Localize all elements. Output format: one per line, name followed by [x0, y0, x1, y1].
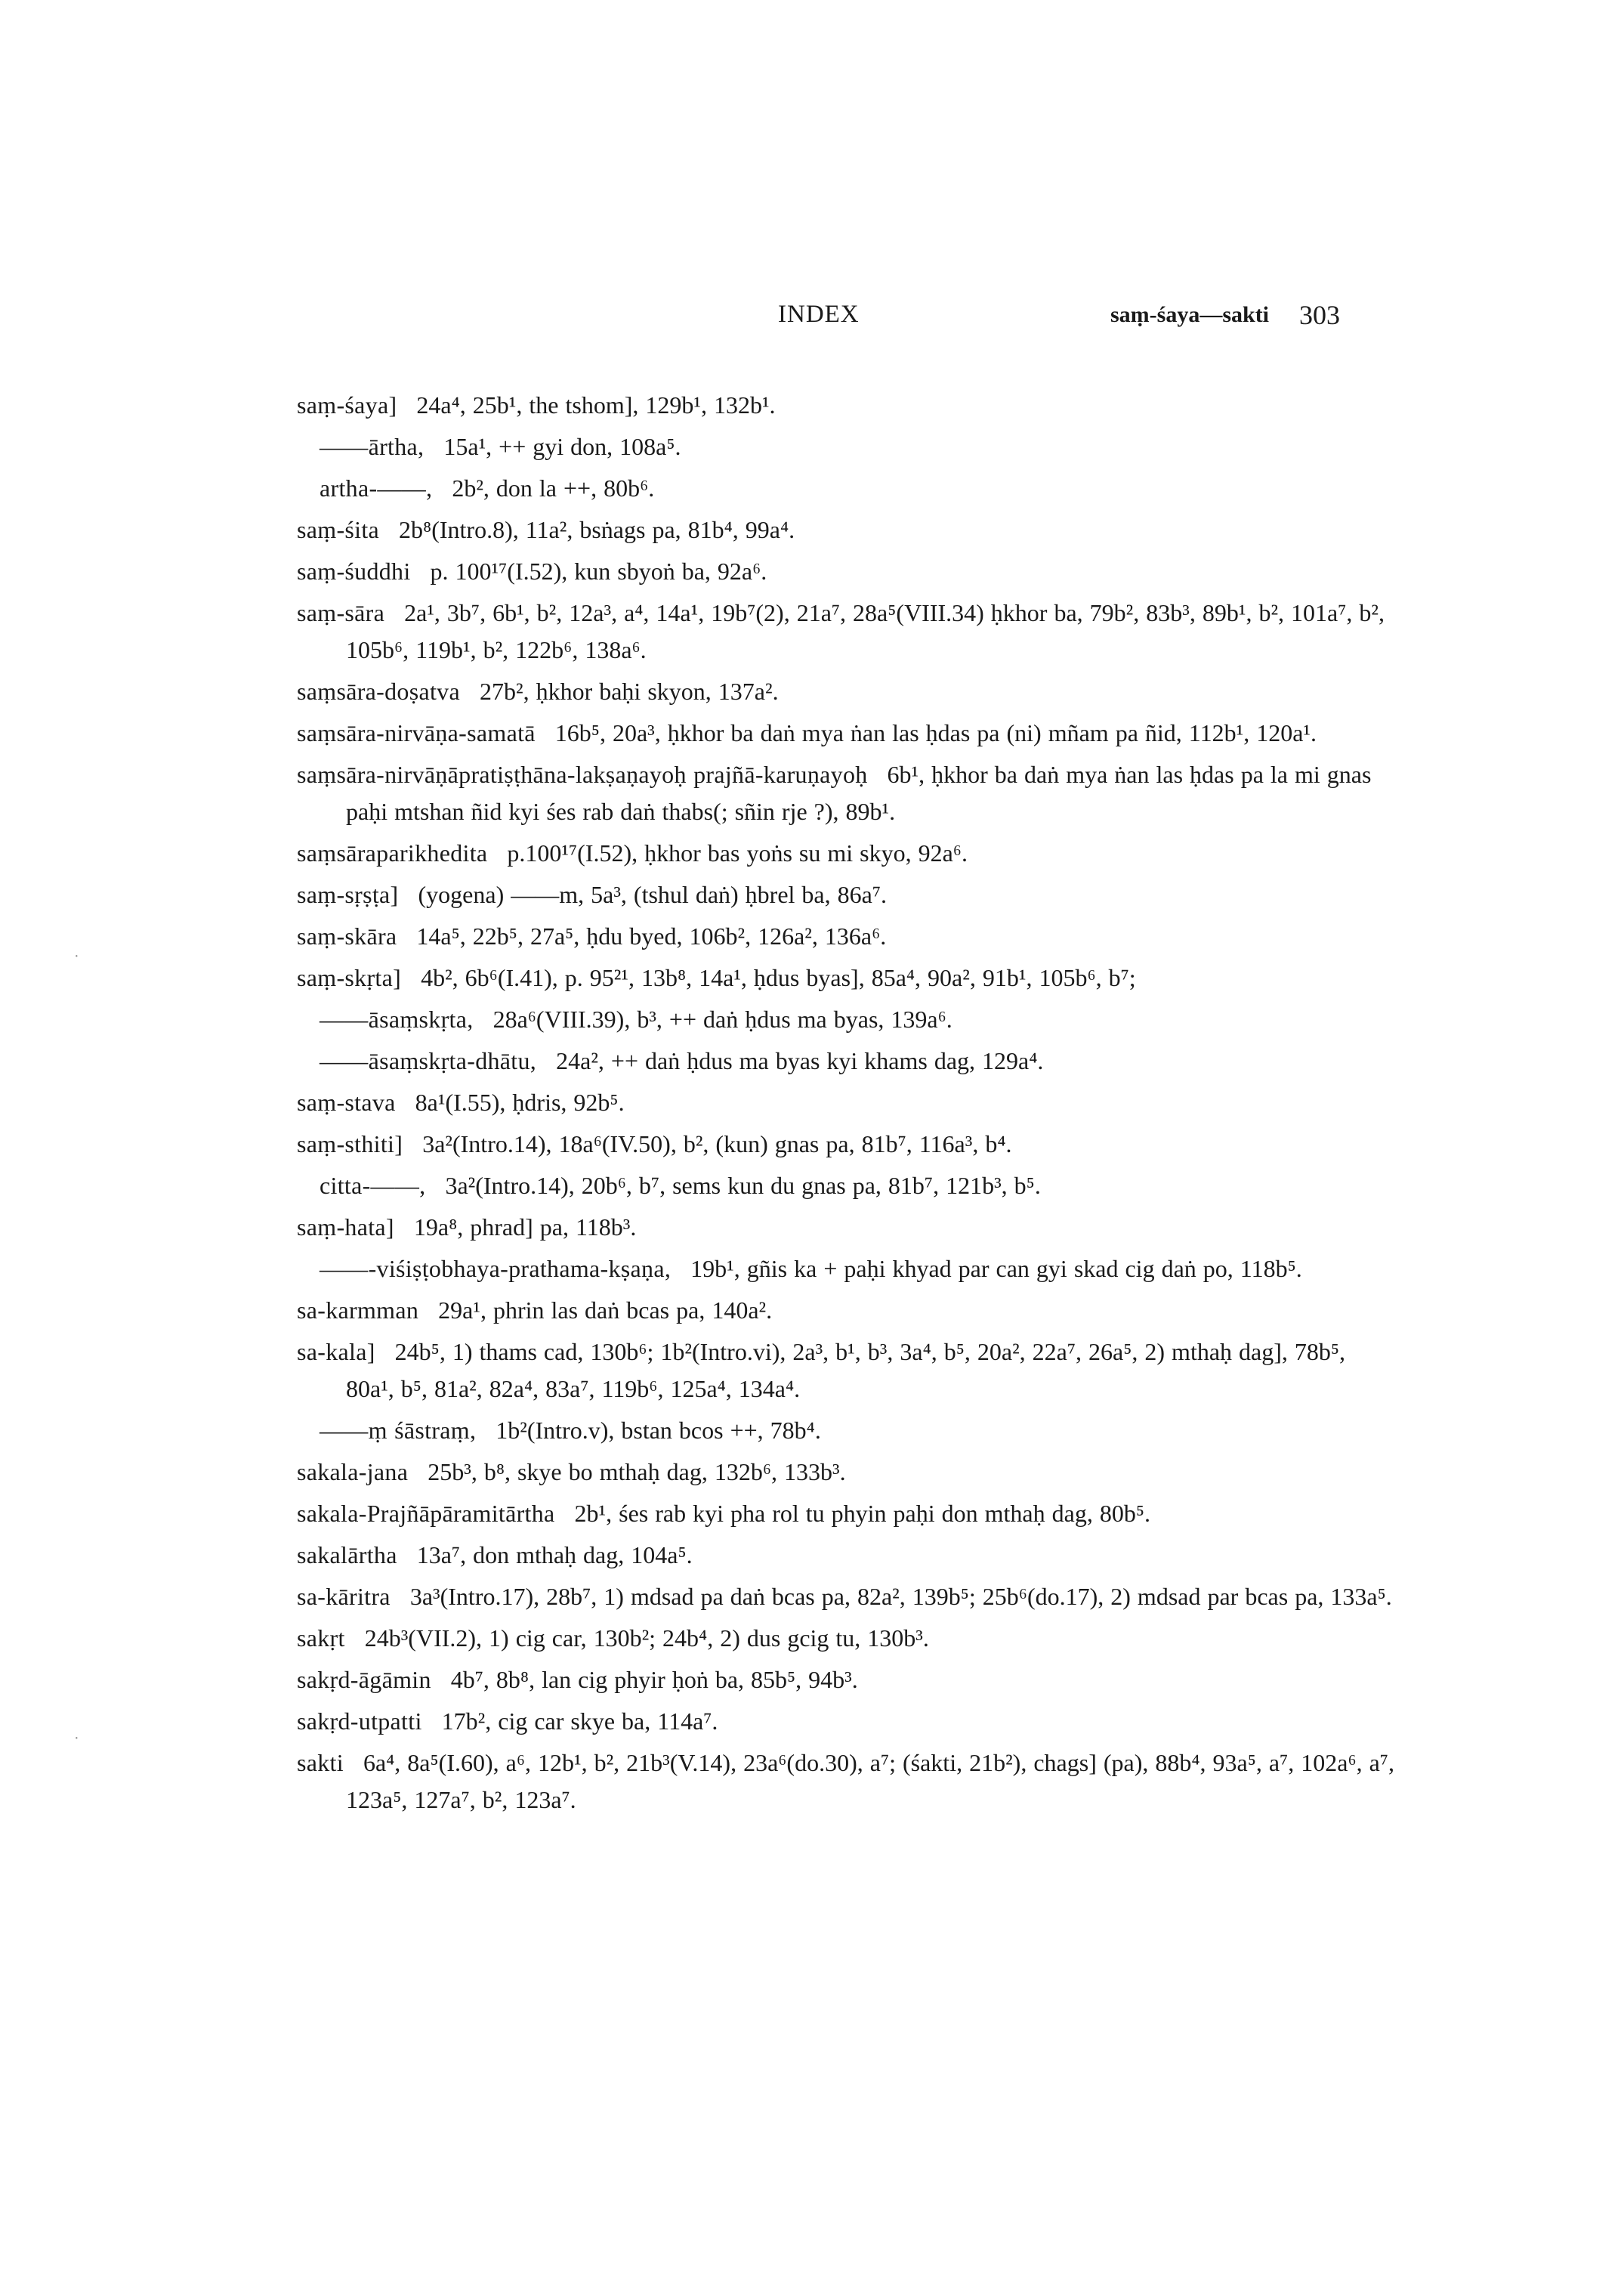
index-subentry: [297, 1412, 1400, 1449]
entry-headword: saṃ-stava: [297, 1089, 396, 1116]
index-entry: [297, 756, 1400, 830]
entry-references: p. 100¹⁷(I.52), kun sbyoṅ ba, 92a⁶.: [430, 558, 767, 585]
index-entry-list: [297, 387, 1400, 1823]
entry-references: 2b¹, śes rab kyi pha rol tu phyin paḥi don mthaḥ dag, 80b⁵.: [574, 1500, 1150, 1527]
entry-headword: sa-kala]: [297, 1338, 375, 1365]
entry-headword: ——ārtha,: [320, 433, 425, 460]
index-subentry: [297, 470, 1400, 507]
entry-references: 3a³(Intro.17), 28b⁷, 1) mdsad pa daṅ bcas pa, 82a², 139b⁵; 25b⁶(do.17), 2) mdsad par bcas pa, 133a⁵.: [409, 1583, 1392, 1610]
entry-references: 24a², ++ daṅ ḥdus ma byas kyi khams dag, 129a⁴.: [556, 1047, 1044, 1074]
index-entry: [297, 1084, 1400, 1121]
entry-headword: sakala-Prajñāpāramitārtha: [297, 1500, 555, 1527]
index-entry: [297, 959, 1400, 997]
entry-references: 3a²(Intro.14), 18a⁶(IV.50), b², (kun) gnas pa, 81b⁷, 116a³, b⁴.: [422, 1130, 1012, 1157]
entry-headword: sa-kāritra: [297, 1583, 391, 1610]
entry-headword: saṃ-sāra: [297, 599, 385, 626]
entry-references: 15a¹, ++ gyi don, 108a⁵.: [443, 433, 681, 460]
entry-references: 28a⁶(VIII.39), b³, ++ daṅ ḥdus ma byas, 139a⁶.: [492, 1006, 952, 1033]
entry-headword: sakṛd-āgāmin: [297, 1666, 431, 1693]
entry-references: 19b¹, gñis ka + paḥi khyad par can gyi skad cig daṅ po, 118b⁵.: [690, 1255, 1302, 1282]
entry-headword: saṃsāra-nirvāṇa-samatā: [297, 719, 536, 746]
index-subentry: [297, 1043, 1400, 1080]
entry-references: 16b⁵, 20a³, ḥkhor ba daṅ mya ṅan las ḥdas pa (ni) mñam pa ñid, 112b¹, 120a¹.: [554, 719, 1317, 746]
entry-headword: saṃ-śita: [297, 516, 380, 543]
index-entry: [297, 1744, 1400, 1819]
entry-headword: sakṛd-utpatti: [297, 1707, 422, 1735]
entry-references: 6a⁴, 8a⁵(I.60), a⁶, 12b¹, b², 21b³(V.14), 23a⁶(do.30), a⁷; (śakti, 21b²), chags] (pa), 88b⁴, 93a⁵, a⁷, 102a⁶, a⁷, 123a⁵, 127a⁷, b², 123a⁷.: [346, 1749, 1394, 1813]
index-subentry: [297, 1167, 1400, 1204]
index-entry: [297, 387, 1400, 424]
entry-references: 24b⁵, 1) thams cad, 130b⁶; 1b²(Intro.vi), 2a³, b¹, b³, 3a⁴, b⁵, 20a², 22a⁷, 26a⁵, 2) mthaḥ dag], 78b⁵, 80a¹, b⁵, 81a², 82a⁴, 83a⁷, 119b⁶, 125a⁴, 134a⁴.: [346, 1338, 1346, 1402]
index-entry: [297, 595, 1400, 669]
index-entry: [297, 673, 1400, 710]
entry-references: 25b³, b⁸, skye bo mthaḥ dag, 132b⁶, 133b³.: [428, 1458, 846, 1485]
index-entry: [297, 511, 1400, 549]
entry-references: 6b¹, ḥkhor ba daṅ mya ṅan las ḥdas pa la mi gnas paḥi mtshan ñid kyi śes rab daṅ thabs(; sñin rje ?), 89b¹.: [346, 761, 1372, 825]
entry-references: 24b³(VII.2), 1) cig car, 130b²; 24b⁴, 2) dus gcig tu, 130b³.: [364, 1624, 929, 1652]
entry-headword: saṃ-śuddhi: [297, 558, 411, 585]
index-entry: [297, 1126, 1400, 1163]
entry-headword: saṃ-sṛṣṭa]: [297, 881, 399, 908]
entry-headword: saṃ-sthiti]: [297, 1130, 403, 1157]
index-entry: [297, 1333, 1400, 1408]
index-subentry: [297, 1001, 1400, 1038]
index-entry: [297, 1209, 1400, 1246]
entry-headword: saṃ-śaya]: [297, 391, 397, 419]
entry-references: 2a¹, 3b⁷, 6b¹, b², 12a³, a⁴, 14a¹, 19b⁷(2), 21a⁷, 28a⁵(VIII.34) ḥkhor ba, 79b², 83b³, 89b¹, b², 101a⁷, b², 105b⁶, 119b¹, b², 122b⁶, 138a⁶.: [346, 599, 1385, 663]
entry-references: 13a⁷, don mthaḥ dag, 104a⁵.: [416, 1541, 693, 1568]
index-entry: [297, 835, 1400, 872]
entry-references: 1b²(Intro.v), bstan bcos ++, 78b⁴.: [496, 1417, 821, 1444]
entry-references: 27b², ḥkhor baḥi skyon, 137a².: [479, 678, 779, 705]
margin-tick: ·: [74, 1730, 79, 1747]
entry-headword: sa-karmman: [297, 1296, 419, 1324]
index-entry: [297, 553, 1400, 590]
entry-headword: saṃ-skṛta]: [297, 964, 402, 991]
entry-headword: sakala-jana: [297, 1458, 409, 1485]
entry-headword: saṃsāra-doṣatva: [297, 678, 460, 705]
entry-headword: artha-——,: [320, 474, 433, 502]
index-entry: [297, 1620, 1400, 1657]
header-entry-range: saṃ-śaya—sakti: [1110, 302, 1270, 327]
entry-references: 4b², 6b⁶(I.41), p. 95²¹, 13b⁸, 14a¹, ḥdus byas], 85a⁴, 90a², 91b¹, 105b⁶, b⁷;: [421, 964, 1136, 991]
index-entry: [297, 876, 1400, 913]
entry-references: 2b⁸(Intro.8), 11a², bsṅags pa, 81b⁴, 99a⁴.: [399, 516, 795, 543]
index-entry: [297, 1537, 1400, 1574]
entry-headword: saṃ-skāra: [297, 922, 397, 950]
page-number: 303: [1299, 300, 1340, 330]
index-entry: [297, 1578, 1400, 1615]
entry-headword: sakṛt: [297, 1624, 345, 1652]
entry-headword: sakalārtha: [297, 1541, 397, 1568]
entry-headword: sakti: [297, 1749, 344, 1776]
entry-headword: citta-——,: [320, 1172, 426, 1199]
index-entry: [297, 1292, 1400, 1329]
index-entry: [297, 1703, 1400, 1740]
entry-references: 14a⁵, 22b⁵, 27a⁵, ḥdu byed, 106b², 126a², 136a⁶.: [416, 922, 887, 950]
entry-references: 24a⁴, 25b¹, the tshom], 129b¹, 132b¹.: [416, 391, 776, 419]
margin-tick: ·: [74, 948, 79, 965]
entry-references: 3a²(Intro.14), 20b⁶, b⁷, sems kun du gnas pa, 81b⁷, 121b³, b⁵.: [445, 1172, 1041, 1199]
index-subentry: [297, 428, 1400, 465]
index-entry: [297, 918, 1400, 955]
entry-references: 4b⁷, 8b⁸, lan cig phyir ḥoṅ ba, 85b⁵, 94b³.: [450, 1666, 858, 1693]
running-header: [0, 301, 1624, 338]
index-entry: [297, 1454, 1400, 1491]
entry-references: 29a¹, phrin las daṅ bcas pa, 140a².: [438, 1296, 773, 1324]
entry-references: 2b², don la ++, 80b⁶.: [452, 474, 655, 502]
entry-headword: saṃsāraparikhedita: [297, 839, 488, 867]
index-subentry: [297, 1250, 1400, 1287]
index-entry: [297, 715, 1400, 752]
entry-references: 17b², cig car skye ba, 114a⁷.: [441, 1707, 718, 1735]
entry-references: p.100¹⁷(I.52), ḥkhor bas yoṅs su mi skyo, 92a⁶.: [507, 839, 968, 867]
entry-references: (yogena) ——m, 5a³, (tshul daṅ) ḥbrel ba, 86a⁷.: [418, 881, 887, 908]
header-title: INDEX: [778, 301, 860, 328]
entry-headword: ——āsaṃskṛta,: [320, 1006, 474, 1033]
entry-references: 8a¹(I.55), ḥdris, 92b⁵.: [415, 1089, 625, 1116]
index-entry: [297, 1661, 1400, 1698]
entry-headword: ——ṃ śāstraṃ,: [320, 1417, 477, 1444]
entry-headword: saṃ-hata]: [297, 1213, 394, 1241]
index-entry: [297, 1495, 1400, 1532]
entry-headword: ——-viśiṣṭobhaya-prathama-kṣaṇa,: [320, 1255, 672, 1282]
entry-references: 19a⁸, phrad] pa, 118b³.: [413, 1213, 637, 1241]
entry-headword: saṃsāra-nirvāṇāpratiṣṭhāna-lakṣaṇayoḥ prajñā-karuṇayoḥ: [297, 761, 868, 788]
entry-headword: ——āsaṃskṛta-dhātu,: [320, 1047, 537, 1074]
